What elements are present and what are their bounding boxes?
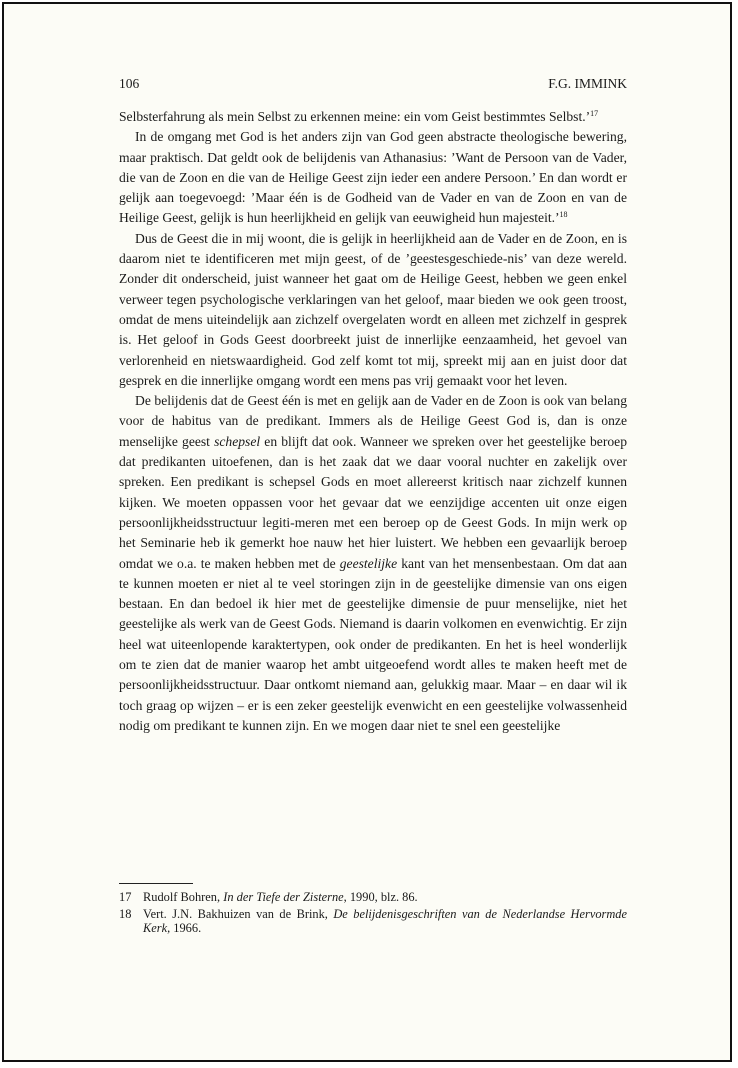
footnotes (119, 890, 627, 939)
footnote-number: 17 (119, 890, 132, 904)
paragraph-3: Dus de Geest die in mij woont, die is gelijk in heerlijkheid aan de Vader en de Zoon, en is daarom niet te identificeren met mijn geest, of de ’geestesgeschiede-nis’ van deze wereld. Zonder dit onderscheid, juist wanneer het gaat om de Heilige Geest, hebben we geen enkel verweer tegen psychologische verklaringen van het geloof, maar bieden we ook geen troost, omdat de mens uiteindelijk aan zichzelf overgelaten wordt en alleen met zichzelf in gesprek is. Het geloof in Gods Geest doorbreekt juist de innerlijke eenzaamheid, het gevoel van verlorenheid en nietswaardigheid. God zelf komt tot mij, spreekt mij aan en juist door dat gesprek en die innerlijke omgang wordt een mens pas vrij gemaakt voor het leven. (119, 230, 627, 388)
page-number: 106 (119, 76, 140, 91)
paragraph-4 (119, 391, 627, 736)
paragraph-4-text-a: De belijdenis dat de Geest één is met en gelijk aan de Vader en de Zoon is ook van belang voor de habitus van de predikant. Immers als de Heilige Geest God is, dan is onze menselijke geest (119, 393, 627, 449)
book-page (2, 2, 732, 1062)
running-head (119, 76, 627, 92)
paragraph-2 (119, 127, 627, 228)
footnote-number: 18 (119, 907, 132, 922)
paragraph-1-text: Selbsterfahrung als mein Selbst zu erkennen meine: ein vom Geist bestimmtes Selbst.’ (119, 109, 591, 124)
footnote-ref-17: 17 (590, 109, 599, 118)
emphasis-schepsel: schepsel (214, 433, 261, 449)
emphasis-geestelijke: geestelijke (339, 555, 398, 571)
paragraph-1 (119, 107, 627, 127)
footnote-title: De belijdenisgeschriften van de Nederlandse Hervormde Kerk, (143, 907, 627, 936)
footnote-author: Rudolf Bohren, (143, 890, 224, 904)
footnote-17 (119, 890, 627, 904)
footnote-text (143, 890, 627, 904)
footnote-details: 1966. (170, 921, 202, 936)
footnote-divider (119, 883, 193, 884)
paragraph-2-text: In de omgang met God is het anders zijn van God geen abstracte theologische bewering, maar praktisch. Dat geldt ook de belijdenis van Athanasius: ’Want de Persoon van de Vader, die van de Zoon en die van de Heilige Geest zijn ieder een andere Persoon.’ En dan wordt er gelijk aan toegevoegd: ’Maar één is de Godheid van de Vader en van de Zoon en van de Heilige Geest, gelijk is hun heerlijkheid en gelijk van eeuwigheid hun majesteit.’ (119, 129, 627, 226)
footnote-text (143, 907, 627, 935)
footnote-18 (119, 907, 627, 935)
footnote-author: Vert. J.N. Bakhuizen van de Brink, (143, 907, 334, 922)
body-text (119, 107, 627, 736)
footnote-ref-18: 18 (559, 210, 568, 220)
running-head-author: F.G. IMMINK (548, 76, 627, 91)
footnote-details: , 1990, blz. 86. (343, 890, 418, 904)
paragraph-4-text-b: en blijft dat ook. Wanneer we spreken over het geestelijke beroep dat predikanten uitoefenen, dan is het zaak dat we daar vooral nuchter en zakelijk over spreken. Een predikant is schepsel Gods en moet allereerst kritisch naar zichzelf kunnen kijken. We moeten oppassen voor het gevaar dat we eenzijdige accenten uit onze eigen persoonlijkheidsstructuur legiti-meren met een beroep op de Geest Gods. In mijn werk op het Seminarie heb ik gemerkt hoe nauw het hier luistert. We hebben een gevaarlijk beroep omdat we o.a. te maken hebben met de (119, 433, 627, 571)
paragraph-4-text-c: kant van het mensenbestaan. Om dat aan te kunnen moeten er niet al te veel storingen zijn in de geestelijke dimensie van ons eigen bestaan. En dan bedoel ik hier met de geestelijke dimensie de puur menselijke, niet het geestelijke als werk van de Geest Gods. Niemand is daarin volkomen en evenwichtig. Er zijn heel wat uiteenlopende karaktertypen, ook onder de predikanten. En het is heel wonderlijk om te zien dat de manier waarop het ambt uitgeoefend wordt alles te maken heeft met de persoonlijkheidsstructuur. Daar ontkomt niemand aan, gelukkig maar. Maar – en daar wil ik toch graag op wijzen – er is een zeker geestelijk evenwicht en een geestelijke volwassenheid nodig om predikant te kunnen zijn. En we mogen daar niet te snel een geestelijke (119, 555, 627, 733)
footnote-title: In der Tiefe der Zisterne (223, 890, 344, 904)
